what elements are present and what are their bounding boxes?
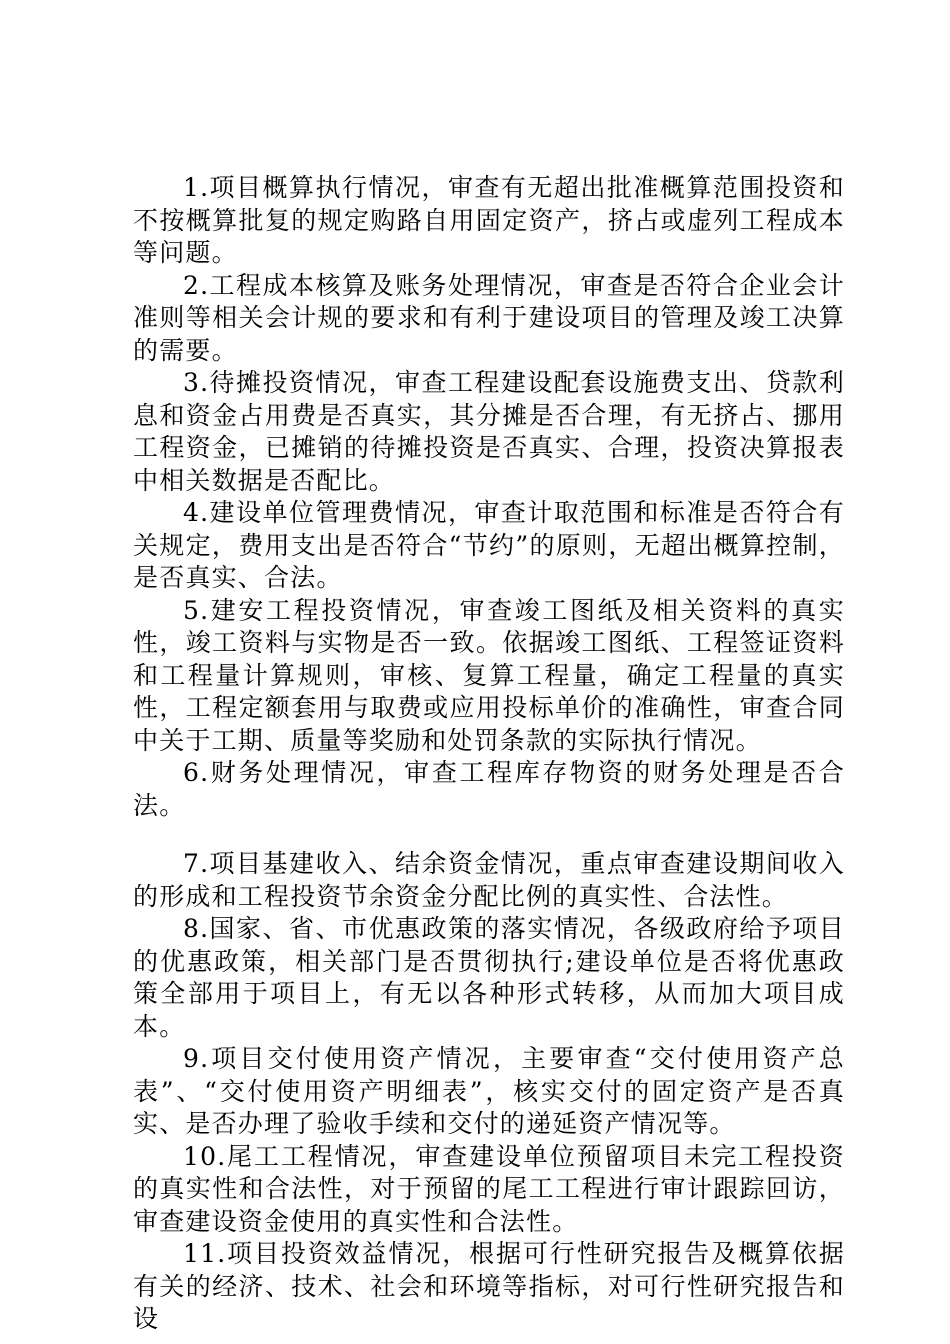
paragraph-spacer xyxy=(133,822,845,848)
paragraph-6: 6.财务处理情况，审查工程库存物资的财务处理是否合法。 xyxy=(133,758,845,820)
paragraph-8: 8.国家、省、市优惠政策的落实情况，各级政府给予项目的优惠政策，相关部门是否贯彻执行;建设单位是否将优惠政策全部用于项目上，有无以各种形式转移，从而加大项目成本。 xyxy=(133,914,845,1041)
paragraph-3: 3.待摊投资情况，审查工程建设配套设施费支出、贷款利息和资金占用费是否真实，其分摊是否合理，有无挤占、挪用工程资金，已摊销的待摊投资是否真实、合理，投资决算报表中相关数据是否配比。 xyxy=(133,368,845,495)
paragraph-11: 11.项目投资效益情况，根据可行性研究报告及概算依据有关的经济、技术、社会和环境等指标，对可行性研究报告和设 xyxy=(133,1239,845,1333)
paragraph-10: 10.尾工工程情况，审查建设单位预留项目未完工程投资的真实性和合法性，对于预留的尾工工程进行审计跟踪回访，审查建设资金使用的真实性和合法性。 xyxy=(133,1141,845,1236)
paragraph-5: 5.建安工程投资情况，审查竣工图纸及相关资料的真实性，竣工资料与实物是否一致。依据竣工图纸、工程签证资料和工程量计算规则，审核、复算工程量，确定工程量的真实性，工程定额套用与取费或应用投标单价的准确性，审查合同中关于工期、质量等奖励和处罚条款的实际执行情况。 xyxy=(133,595,845,755)
paragraph-2: 2.工程成本核算及账务处理情况，审查是否符合企业会计准则等相关会计规的要求和有利于建设项目的管理及竣工决算的需要。 xyxy=(133,270,845,365)
paragraph-9: 9.项目交付使用资产情况，主要审查“交付使用资产总表”、“交付使用资产明细表”，核实交付的固定资产是否真实、是否办理了验收手续和交付的递延资产情况等。 xyxy=(133,1044,845,1138)
paragraph-4: 4.建设单位管理费情况，审查计取范围和标准是否符合有关规定，费用支出是否符合“节约”的原则，无超出概算控制，是否真实、合法。 xyxy=(133,498,845,592)
paragraph-7: 7.项目基建收入、结余资金情况，重点审查建设期间收入的形成和工程投资节余资金分配比例的真实性、合法性。 xyxy=(133,849,845,911)
paragraph-1: 1.项目概算执行情况，审查有无超出批准概算范围投资和不按概算批复的规定购路自用固定资产，挤占或虚列工程成本等问题。 xyxy=(133,173,845,267)
document-body xyxy=(133,172,845,1336)
